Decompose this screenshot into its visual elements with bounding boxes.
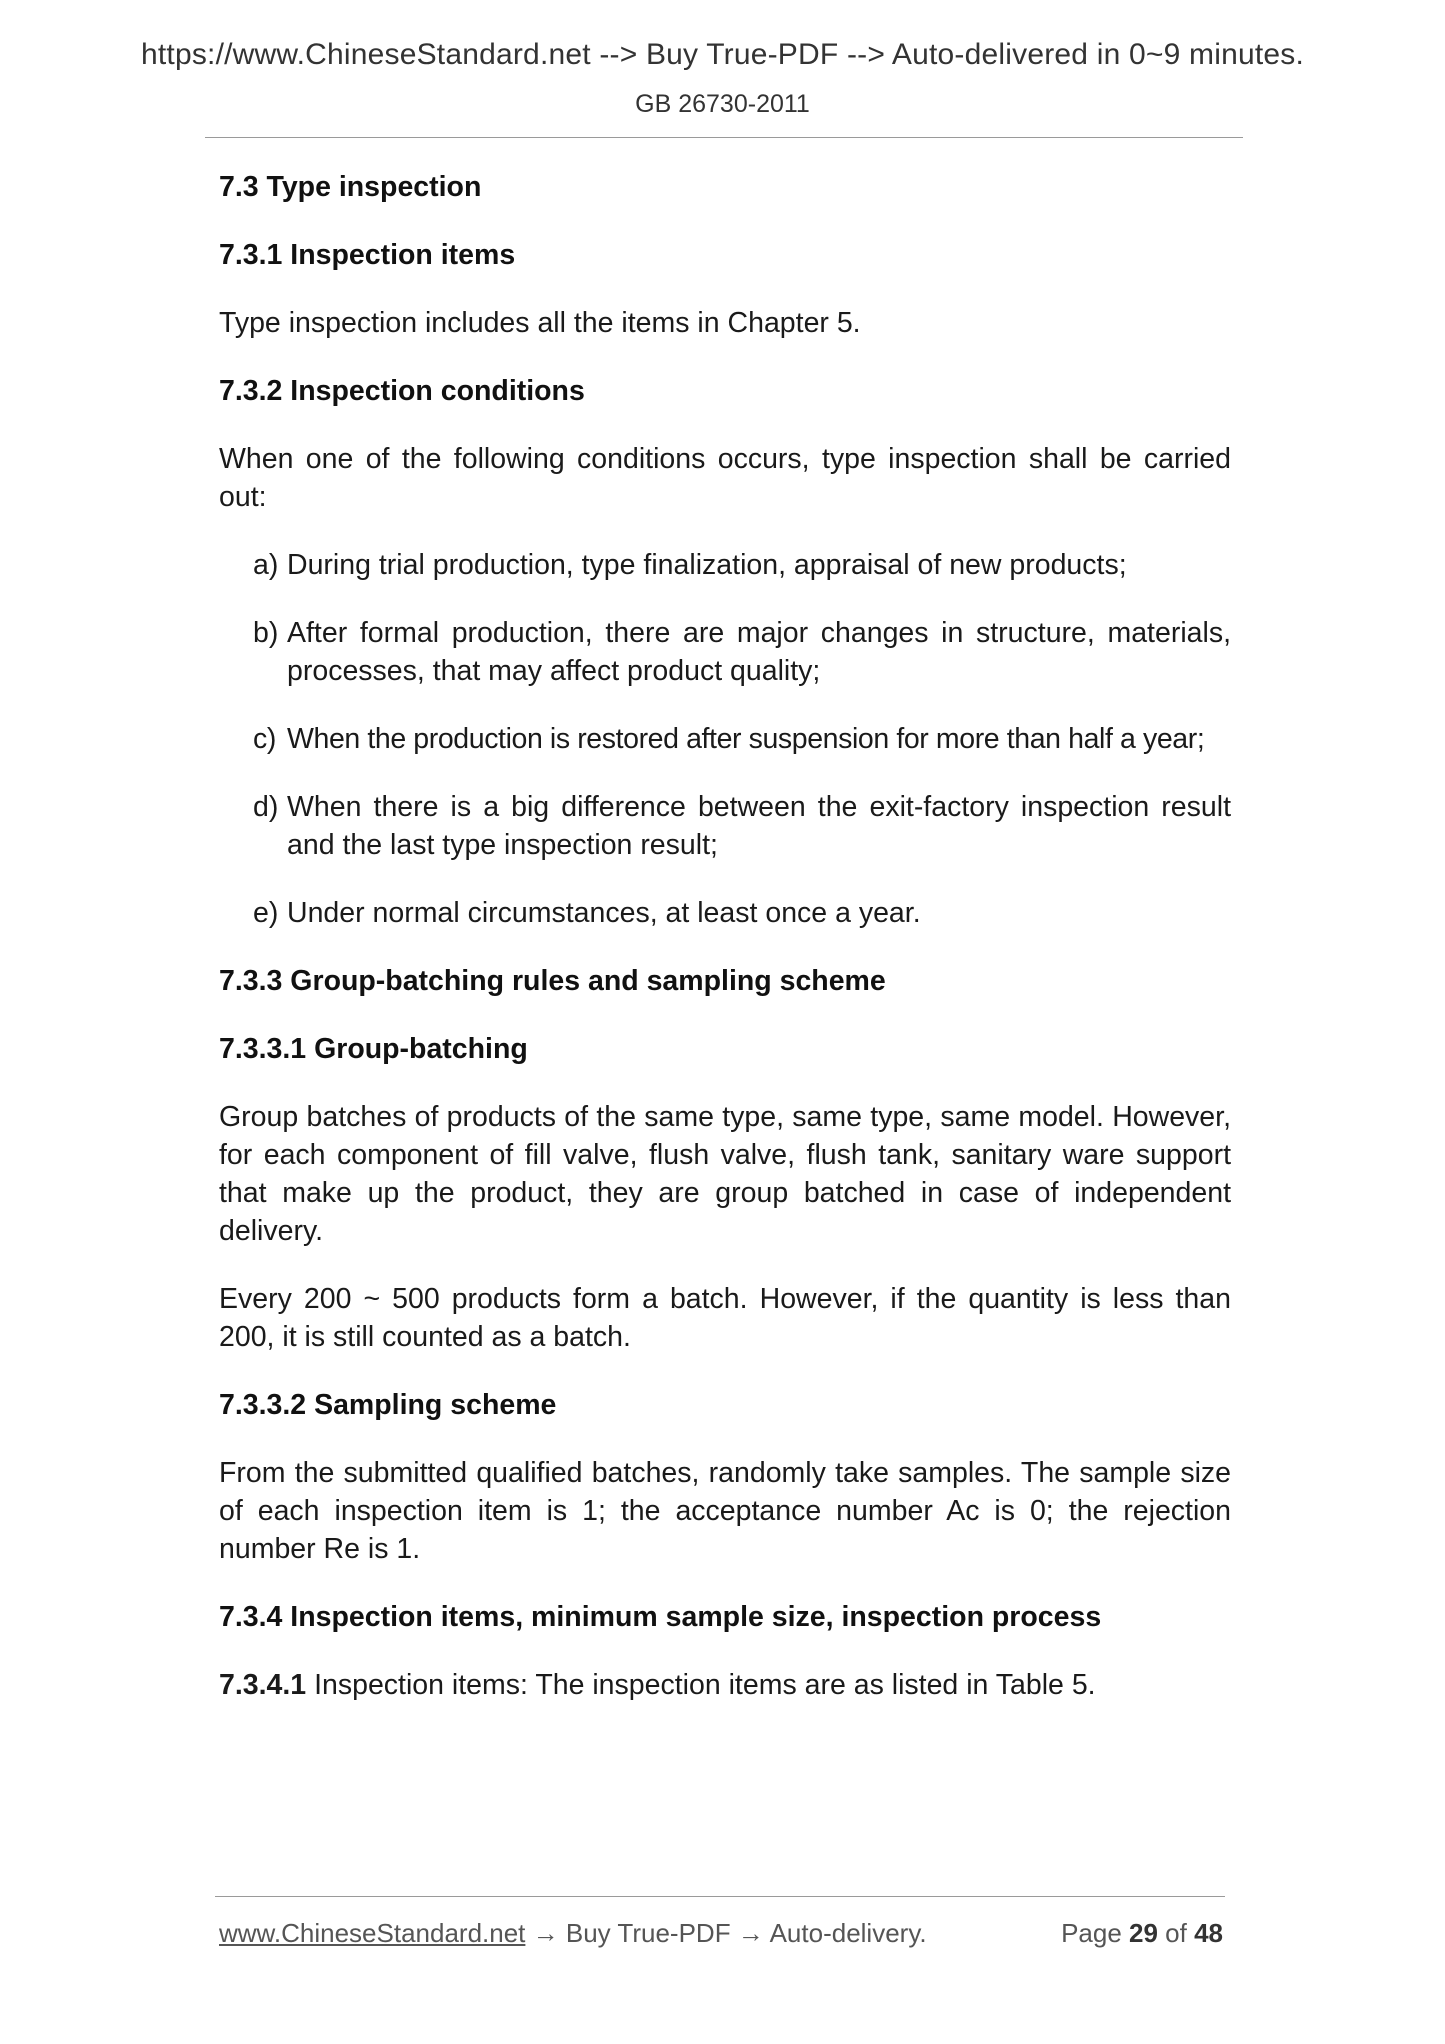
list-marker: c) (253, 723, 276, 755)
list-item-text: During trial production, type finalization, appraisal of new products; (287, 549, 1127, 581)
arrow-icon: → (737, 1918, 764, 1948)
paragraph-7-3-2: When one of the following conditions occurs, type inspection shall be carried out: (219, 443, 1231, 513)
top-banner: https://www.ChineseStandard.net --> Buy True-PDF --> Auto-delivered in 0~9 minutes. (141, 38, 1304, 71)
list-marker: e) (253, 897, 279, 929)
document-code: GB 26730-2011 (635, 90, 810, 118)
paragraph-7-3-3-1-b: Every 200 ~ 500 products form a batch. However, if the quantity is less than 200, it is still counted as a batch. (219, 1283, 1231, 1353)
footer-delivery-text: Auto-delivery. (763, 1918, 927, 1948)
list-item-a (219, 546, 1231, 584)
list-marker: d) (253, 791, 279, 823)
page-number (1061, 1918, 1223, 1949)
heading-7-3-1: 7.3.1 Inspection items (219, 239, 516, 271)
list-item-text: When there is a big difference between the exit-factory inspection result and the last type inspection result; (287, 791, 1231, 861)
heading-7-3-3: 7.3.3 Group-batching rules and sampling scheme (219, 965, 886, 997)
list-item-b (219, 614, 1231, 690)
list-item-e (219, 894, 1231, 932)
list-item-d (219, 788, 1231, 864)
list-marker: a) (253, 549, 279, 581)
total-pages: 48 (1194, 1918, 1223, 1948)
paragraph-7-3-3-1-a: Group batches of products of the same type, same type, same model. However, for each component of fill valve, flush valve, flush tank, sanitary ware support that make up the product, they are group batched in case of independent delivery. (219, 1101, 1231, 1247)
paragraph-7-3-3-2: From the submitted qualified batches, randomly take samples. The sample size of each inspection item is 1; the acceptance number Ac is 0; the rejection number Re is 1. (219, 1457, 1231, 1565)
footer-buy-text: Buy True-PDF (558, 1918, 738, 1948)
footer-divider (215, 1896, 1225, 1897)
page-content (219, 168, 1231, 1734)
heading-7-3-2: 7.3.2 Inspection conditions (219, 375, 585, 407)
list-marker: b) (253, 617, 279, 649)
page-label: Page (1061, 1918, 1130, 1948)
heading-7-3-3-1: 7.3.3.1 Group-batching (219, 1033, 528, 1065)
paragraph-7-3-1: Type inspection includes all the items in Chapter 5. (219, 307, 861, 339)
header-divider (205, 137, 1243, 138)
heading-7-3-3-2: 7.3.3.2 Sampling scheme (219, 1389, 557, 1421)
clause-text: Inspection items: The inspection items are as listed in Table 5. (306, 1669, 1096, 1701)
clause-7-3-4-1 (219, 1666, 1231, 1704)
list-item-text: Under normal circumstances, at least once a year. (287, 897, 921, 929)
heading-7-3: 7.3 Type inspection (219, 171, 482, 203)
arrow-icon: → (532, 1918, 559, 1948)
list-item-c (219, 720, 1231, 758)
heading-7-3-4: 7.3.4 Inspection items, minimum sample size, inspection process (219, 1601, 1102, 1633)
list-item-text: When the production is restored after suspension for more than half a year; (287, 723, 1205, 755)
clause-number: 7.3.4.1 (219, 1669, 307, 1701)
current-page: 29 (1129, 1918, 1158, 1948)
footer-site-link[interactable]: www.ChineseStandard.net (219, 1918, 526, 1948)
page-footer (219, 1918, 1223, 1949)
of-label: of (1157, 1918, 1195, 1948)
list-item-text: After formal production, there are major changes in structure, materials, processes, that may affect product quality; (287, 617, 1231, 687)
